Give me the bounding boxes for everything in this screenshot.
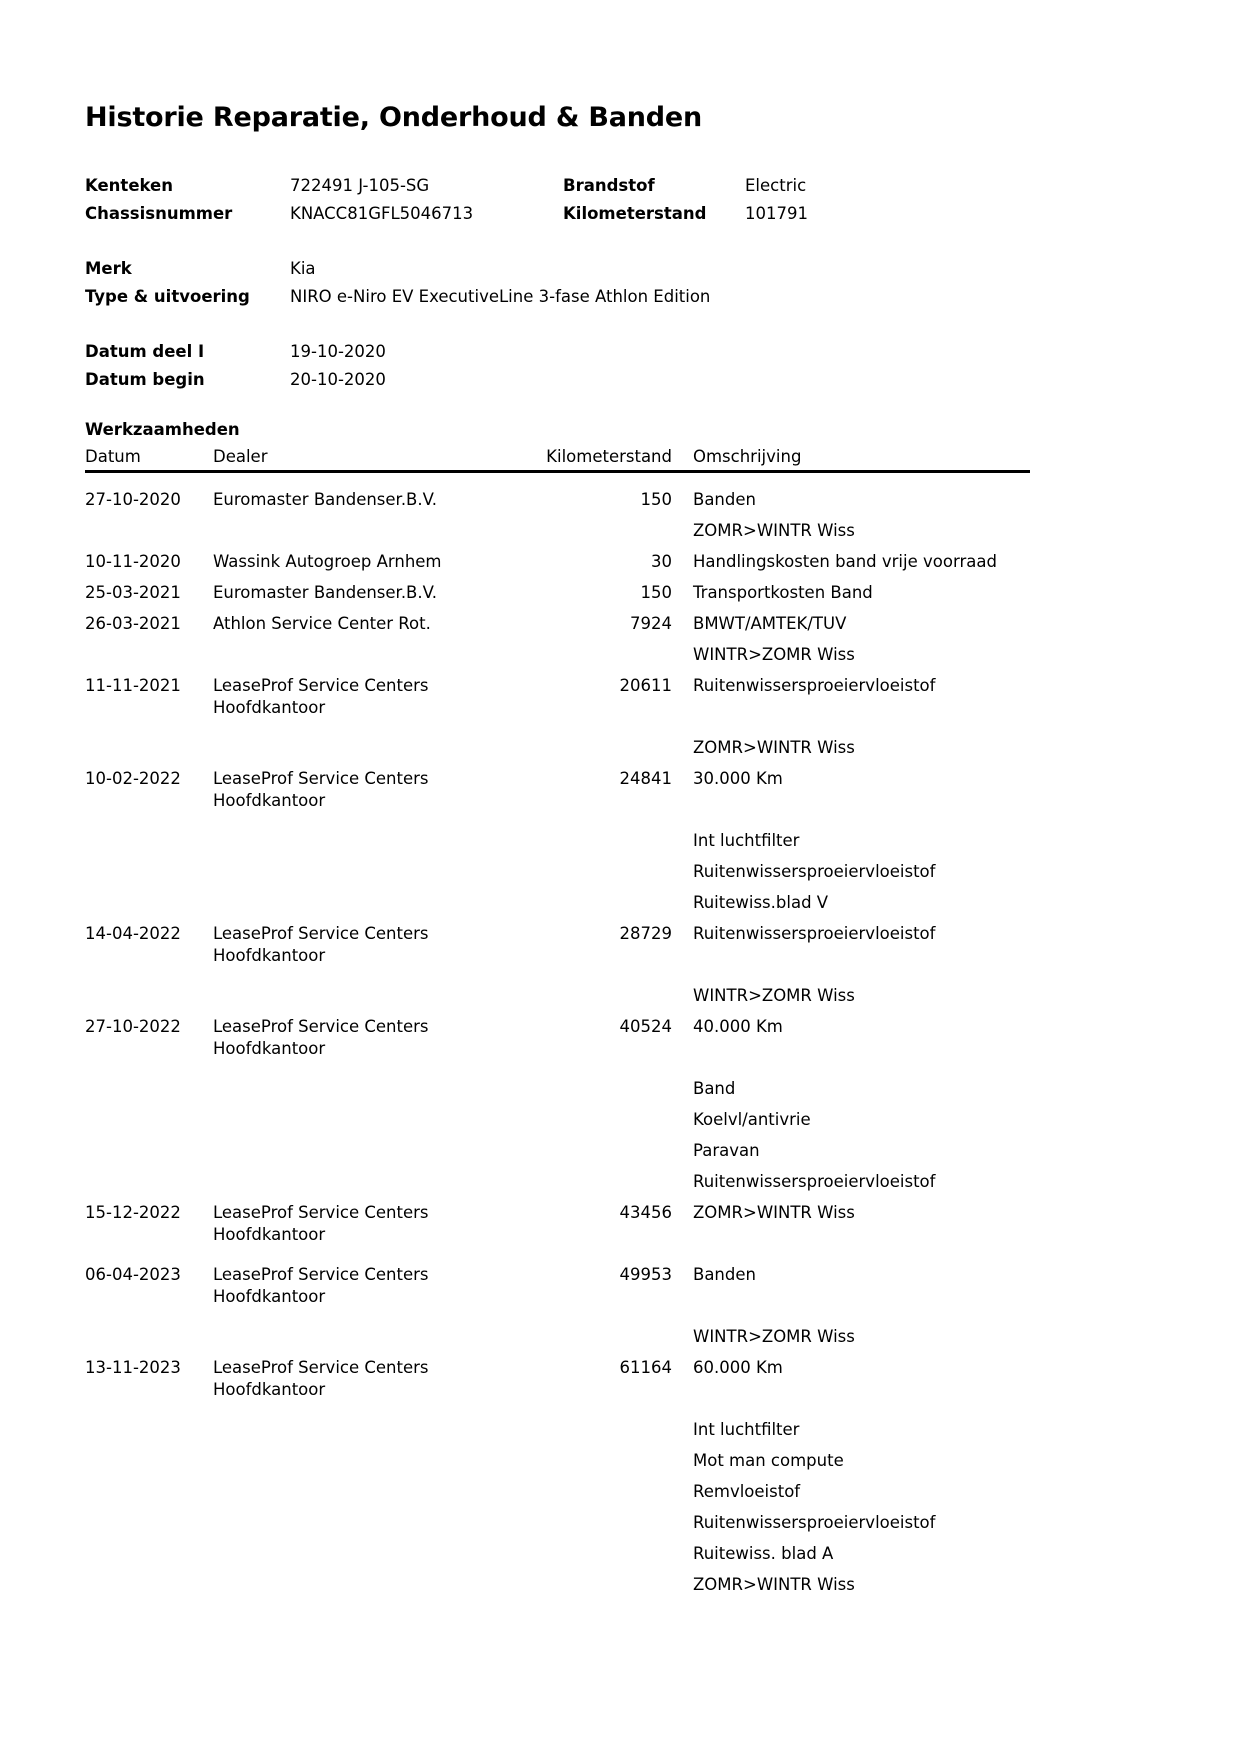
column-header-omschrijving: Omschrijving — [693, 447, 802, 466]
vehicle-identity-section — [85, 172, 1181, 228]
vehicle-model-section — [85, 255, 1181, 311]
page-title: Historie Reparatie, Onderhoud & Banden — [85, 102, 703, 133]
record-description-line: Band — [693, 1079, 736, 1098]
column-header-datum: Datum — [85, 447, 141, 466]
record-dealer — [213, 546, 457, 577]
table-row — [85, 546, 1030, 577]
record-dealer-line1: Euromaster Bandenser.B.V. — [213, 582, 438, 602]
record-date: 06-04-2023 — [85, 1265, 181, 1284]
brandstof-value: Electric — [745, 176, 807, 195]
record-description-line: Handlingskosten band vrije voorraad — [693, 552, 997, 571]
column-header-dealer: Dealer — [213, 447, 268, 466]
record-date: 10-11-2020 — [85, 552, 181, 571]
chassisnummer-label: Chassisnummer — [85, 204, 233, 223]
record-dealer-line1: LeaseProf Service Centers — [213, 1264, 429, 1284]
record-description-spacer — [693, 1228, 1030, 1259]
record-km: 49953 — [619, 1265, 672, 1284]
table-row — [85, 1197, 1030, 1259]
record-description-line: Transportkosten Band — [693, 583, 873, 602]
record-date: 11-11-2021 — [85, 676, 181, 695]
datum-deel-1-label: Datum deel I — [85, 342, 205, 361]
record-km: 7924 — [630, 614, 672, 633]
record-description-line: WINTR>ZOMR Wiss — [693, 986, 855, 1005]
record-description-line: ZOMR>WINTR Wiss — [693, 1575, 855, 1594]
record-description-line: Ruitenwissersproeiervloeistof — [693, 1172, 936, 1191]
table-row — [85, 918, 1030, 1011]
record-description-line: Ruitewiss.blad V — [693, 893, 829, 912]
record-description-line: Paravan — [693, 1141, 760, 1160]
record-description-line: WINTR>ZOMR Wiss — [693, 1327, 855, 1346]
record-dealer-line2: Hoofdkantoor — [213, 790, 326, 810]
record-dealer — [213, 763, 457, 918]
record-dealer-line2: Hoofdkantoor — [213, 945, 326, 965]
record-dealer-line1: LeaseProf Service Centers — [213, 675, 429, 695]
record-dealer-line1: Wassink Autogroep Arnhem — [213, 551, 442, 571]
record-description-line: Remvloeistof — [693, 1482, 801, 1501]
kilometerstand-label: Kilometerstand — [563, 204, 707, 223]
record-km: 30 — [651, 552, 672, 571]
kenteken-label: Kenteken — [85, 176, 173, 195]
record-description-line: 40.000 Km — [693, 1017, 783, 1036]
record-dealer — [213, 1197, 457, 1259]
record-dealer — [213, 1011, 457, 1197]
record-descriptions — [672, 1011, 1030, 1197]
record-km: 150 — [640, 583, 672, 602]
werkzaamheden-table-body — [85, 473, 1030, 1600]
record-description-line: 60.000 Km — [693, 1358, 783, 1377]
record-descriptions — [672, 763, 1030, 918]
record-description-line: Koelvl/antivrie — [693, 1110, 811, 1129]
record-dealer-line2: Hoofdkantoor — [213, 1224, 326, 1244]
record-date: 27-10-2022 — [85, 1017, 181, 1036]
record-descriptions — [672, 577, 1030, 608]
record-dealer-line1: Athlon Service Center Rot. — [213, 613, 431, 633]
kenteken-value: 722491 J-105-SG — [290, 176, 430, 195]
record-description-spacer — [693, 1042, 1030, 1073]
record-description-line: 30.000 Km — [693, 769, 783, 788]
record-dealer — [213, 670, 457, 763]
werkzaamheden-table-header — [85, 447, 1030, 473]
record-km: 61164 — [619, 1358, 672, 1377]
record-date: 27-10-2020 — [85, 490, 181, 509]
type-uitvoering-label: Type & uitvoering — [85, 287, 250, 306]
record-description-line: ZOMR>WINTR Wiss — [693, 521, 855, 540]
record-km: 24841 — [619, 769, 672, 788]
record-description-line: ZOMR>WINTR Wiss — [693, 738, 855, 757]
record-description-line: Ruitenwissersproeiervloeistof — [693, 1513, 936, 1532]
werkzaamheden-table — [85, 447, 1030, 1600]
record-descriptions — [672, 484, 1030, 546]
merk-value: Kia — [290, 259, 316, 278]
record-descriptions — [672, 918, 1030, 1011]
record-date: 14-04-2022 — [85, 924, 181, 943]
record-description-line: Banden — [693, 1265, 756, 1284]
merk-label: Merk — [85, 259, 132, 278]
record-descriptions — [672, 546, 1030, 577]
record-dealer — [213, 1352, 457, 1600]
record-description-line: Ruitenwissersproeiervloeistof — [693, 676, 936, 695]
registration-dates-section — [85, 338, 1181, 394]
record-description-line: Mot man compute — [693, 1451, 844, 1470]
record-descriptions — [672, 608, 1030, 670]
record-description-line: Int luchtfilter — [693, 1420, 800, 1439]
table-row — [85, 670, 1030, 763]
record-km: 40524 — [619, 1017, 672, 1036]
record-description-spacer — [693, 949, 1030, 980]
table-row — [85, 1259, 1030, 1352]
record-descriptions — [672, 1197, 1030, 1259]
record-description-line: Ruitenwissersproeiervloeistof — [693, 924, 936, 943]
record-description-line: WINTR>ZOMR Wiss — [693, 645, 855, 664]
datum-begin-label: Datum begin — [85, 370, 205, 389]
record-description-line: BMWT/AMTEK/TUV — [693, 614, 847, 633]
record-description-spacer — [693, 1290, 1030, 1321]
record-km: 150 — [640, 490, 672, 509]
record-dealer — [213, 577, 457, 608]
record-descriptions — [672, 1352, 1030, 1600]
record-dealer — [213, 1259, 457, 1352]
record-description-line: Ruitenwissersproeiervloeistof — [693, 862, 936, 881]
record-km: 28729 — [619, 924, 672, 943]
record-date: 26-03-2021 — [85, 614, 181, 633]
record-date: 10-02-2022 — [85, 769, 181, 788]
record-description-line: Int luchtfilter — [693, 831, 800, 850]
record-dealer-line1: Euromaster Bandenser.B.V. — [213, 489, 438, 509]
record-date: 13-11-2023 — [85, 1358, 181, 1377]
record-dealer-line1: LeaseProf Service Centers — [213, 1357, 429, 1377]
record-dealer-line1: LeaseProf Service Centers — [213, 1202, 429, 1222]
werkzaamheden-heading: Werkzaamheden — [85, 420, 240, 439]
table-row — [85, 1011, 1030, 1197]
record-description-line: ZOMR>WINTR Wiss — [693, 1203, 855, 1222]
record-description-spacer — [693, 701, 1030, 732]
record-km: 43456 — [619, 1203, 672, 1222]
table-row — [85, 577, 1030, 608]
datum-begin-value: 20-10-2020 — [290, 370, 386, 389]
record-dealer-line1: LeaseProf Service Centers — [213, 923, 429, 943]
record-date: 25-03-2021 — [85, 583, 181, 602]
record-dealer-line2: Hoofdkantoor — [213, 1379, 326, 1399]
column-header-kilometerstand: Kilometerstand — [546, 447, 672, 466]
chassisnummer-value: KNACC81GFL5046713 — [290, 204, 474, 223]
record-description-line: Ruitewiss. blad A — [693, 1544, 834, 1563]
record-dealer — [213, 608, 457, 670]
record-dealer-line2: Hoofdkantoor — [213, 1286, 326, 1306]
table-row — [85, 1352, 1030, 1600]
record-description-spacer — [693, 794, 1030, 825]
record-dealer-line1: LeaseProf Service Centers — [213, 1016, 429, 1036]
table-row — [85, 763, 1030, 918]
record-dealer — [213, 918, 457, 1011]
datum-deel-1-value: 19-10-2020 — [290, 342, 386, 361]
record-dealer — [213, 484, 457, 546]
table-row — [85, 608, 1030, 670]
record-dealer-line2: Hoofdkantoor — [213, 697, 326, 717]
record-dealer-line1: LeaseProf Service Centers — [213, 768, 429, 788]
record-km: 20611 — [619, 676, 672, 695]
kilometerstand-value: 101791 — [745, 204, 808, 223]
record-descriptions — [672, 1259, 1030, 1352]
record-dealer-line2: Hoofdkantoor — [213, 1038, 326, 1058]
type-uitvoering-value: NIRO e-Niro EV ExecutiveLine 3-fase Athlon Edition — [290, 287, 711, 306]
record-description-line: Banden — [693, 490, 756, 509]
brandstof-label: Brandstof — [563, 176, 655, 195]
record-date: 15-12-2022 — [85, 1203, 181, 1222]
table-row — [85, 484, 1030, 546]
record-descriptions — [672, 670, 1030, 763]
record-description-spacer — [693, 1383, 1030, 1414]
